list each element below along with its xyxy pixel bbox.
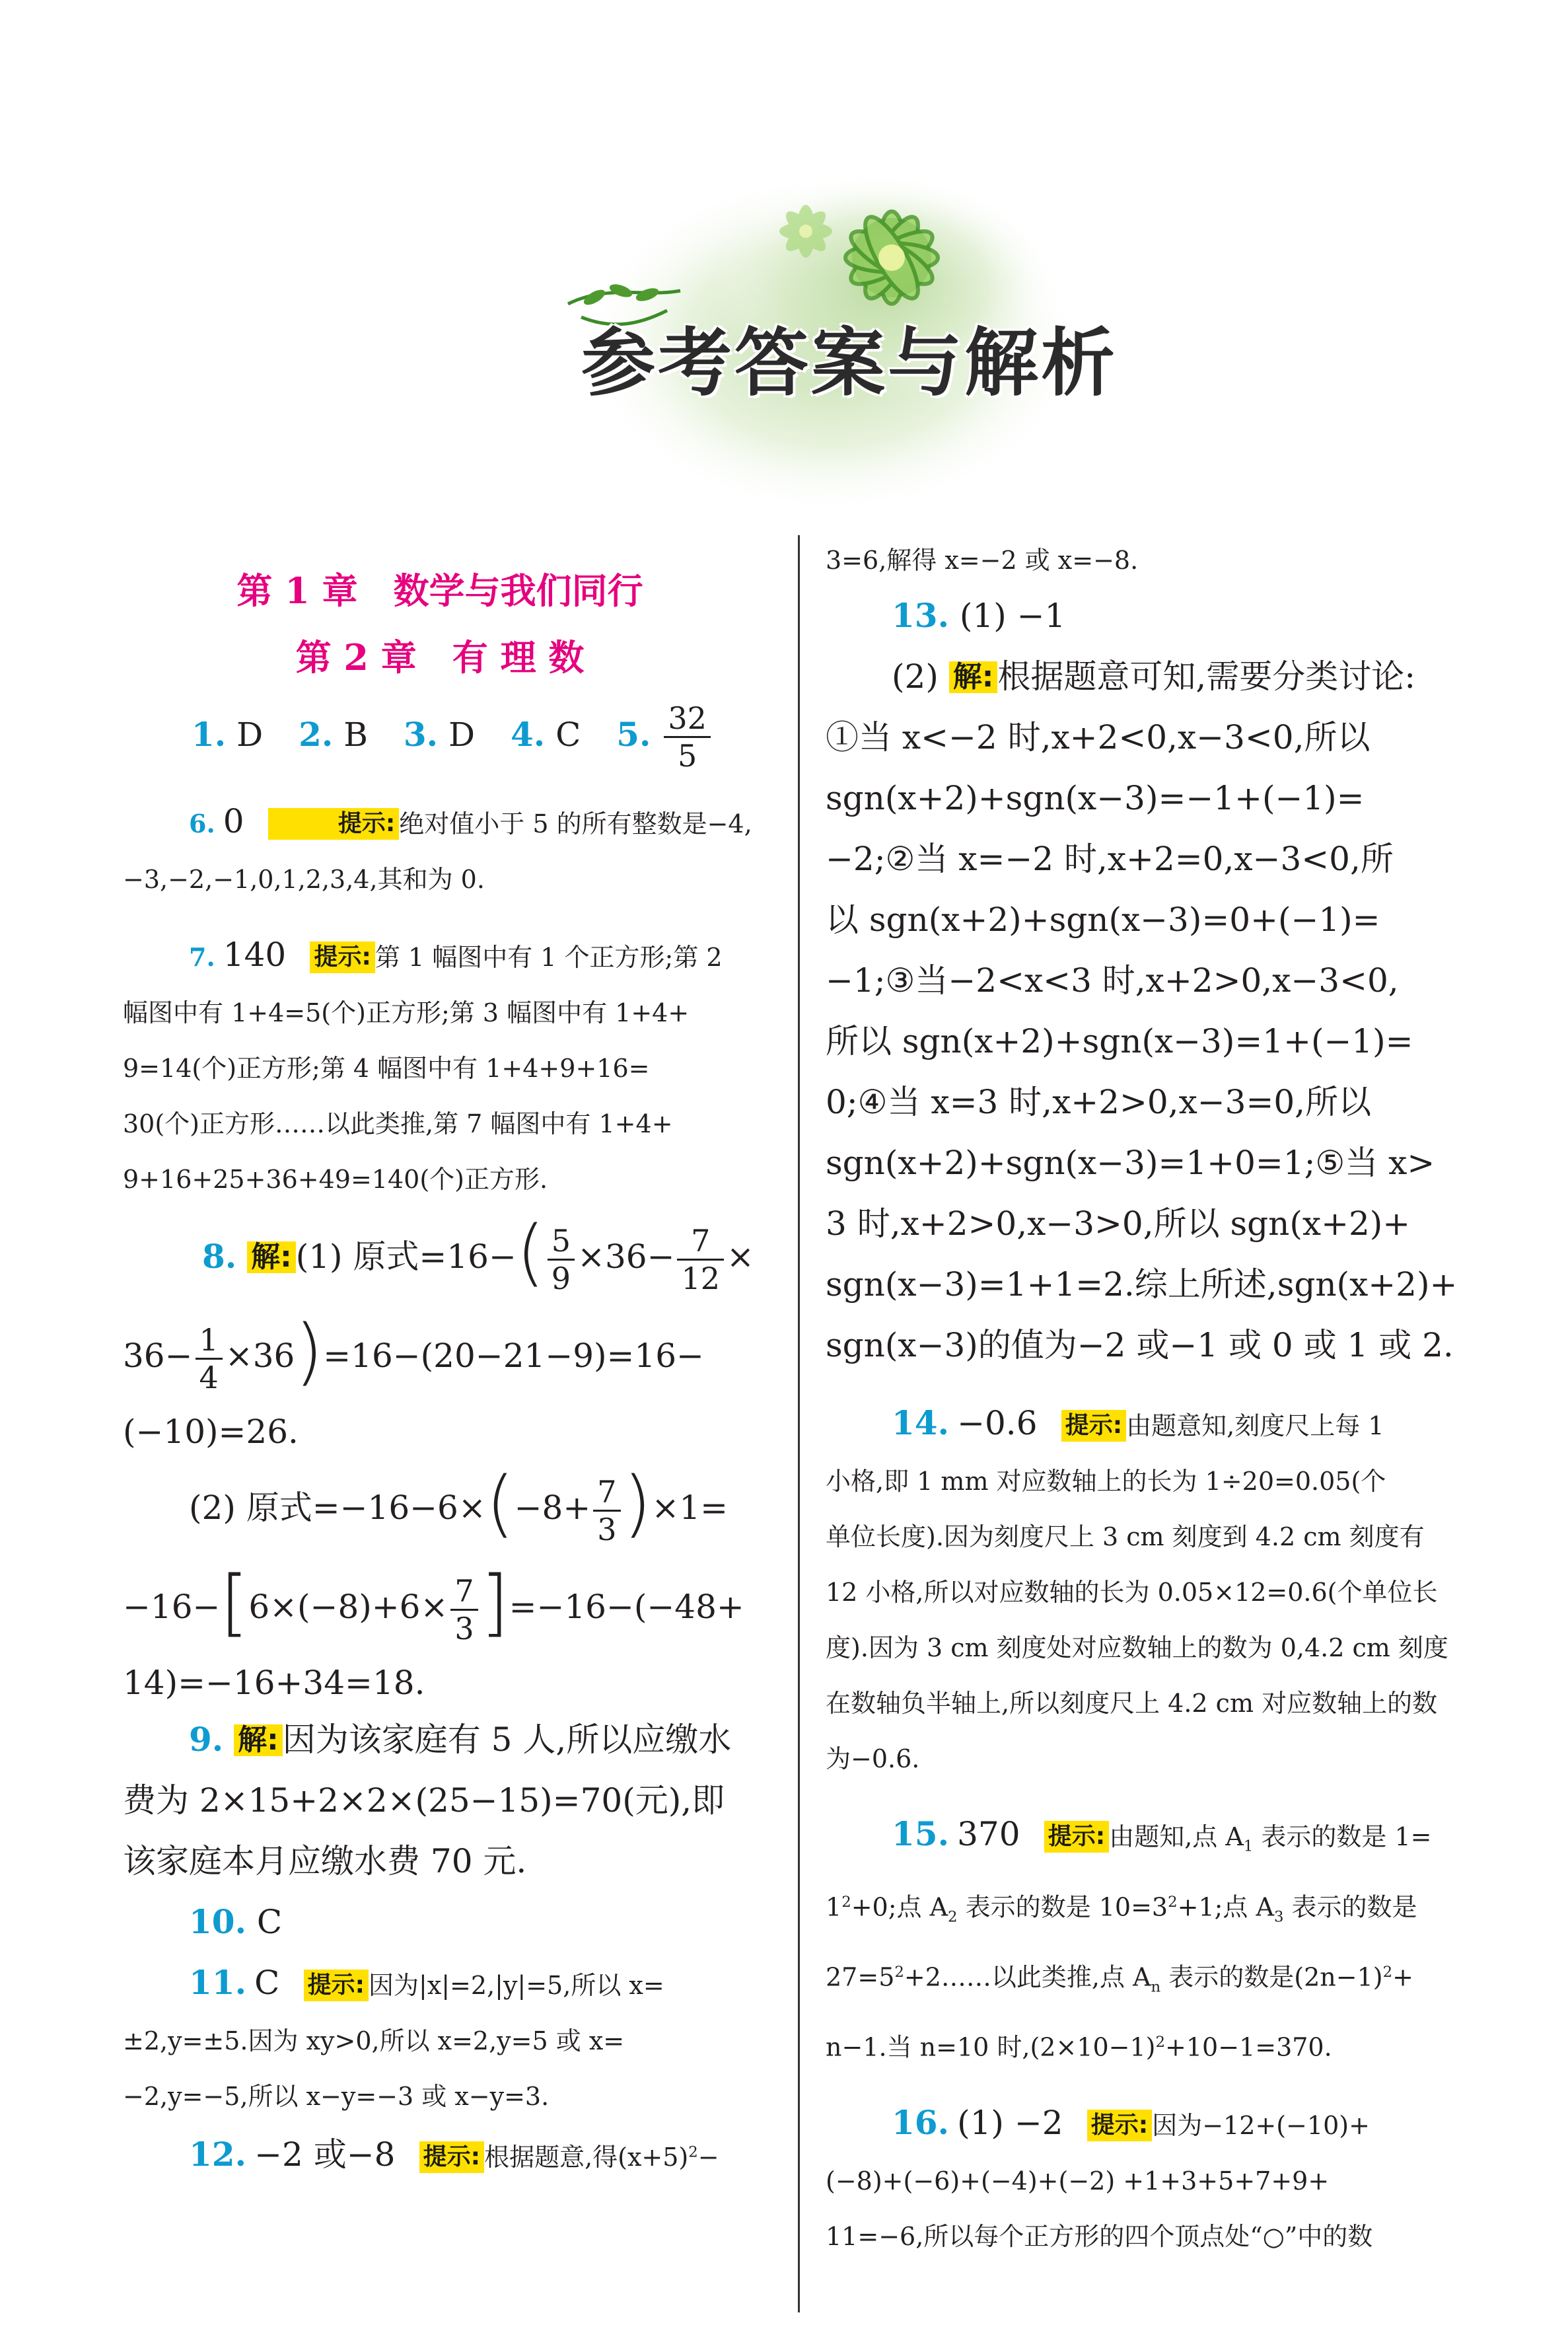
question-number: 12. (189, 2135, 246, 2174)
question-number: 13. (892, 596, 949, 635)
page-title: 参考答案与解析 (581, 320, 1118, 406)
question-number: 8. (202, 1237, 237, 1276)
chapter-2-heading: 第 2 章 有 理 数 (295, 636, 585, 679)
question-13-part-2: (2) 解: 根据题意可知,需要分类讨论: ①当 x<−2 时,x+2<0,x−3<0,所以 sgn(x+2)+sgn(x−3)=−1+(−1)= −2;②当 x=−2 时,x+2=0,x−3<0,所 以 sgn(x+2)+sgn(x−3)=0+(−1)= −1;③当−2<x<3 时,x+2>0,x−3<0, 所以 sgn(x+2)+sgn(x−3)=1+(−1)= 0;④当 x=3 时,x+2>0,x−3=0,所以 sgn(x+2)+sgn(x−3)=1+0=1;⑤当 x> 3 时,x+2>0,x−3>0,所以 sgn(x+2)+ sgn(x−3)=1+1=2.综上所述,sgn(x+2)+ sgn(x−3)的值为−2 或−1 或 0 或 1 或 2. (826, 657, 1458, 1364)
hint-label: 提示: (419, 2141, 484, 2173)
hint-label: 提示: (1044, 1821, 1109, 1853)
answer: 140 (223, 936, 287, 974)
answer: C (254, 1964, 280, 2002)
question-number: 16. (892, 2102, 949, 2142)
answer: −2 或−8 (254, 2135, 396, 2174)
question-number: 10. (189, 1902, 246, 1941)
solve-label: 解: (247, 1241, 296, 1273)
answer: C (256, 1903, 283, 1941)
hint-label: 提示: (268, 808, 399, 840)
question-number: 15. (892, 1814, 949, 1853)
question-number: 14. (892, 1403, 949, 1442)
answer: D (448, 715, 476, 754)
question-number: 3. (403, 714, 439, 754)
question-7: 7. 140 提示: 第 1 幅图中有 1 个正方形;第 2 幅图中有 1+4=5(个)正方形;第 3 幅图中有 1+4+ 9=14(个)正方形;第 4 幅图中有 1+4+9+16= 30(个)正方形……以此类推,第 7 幅图中有 1+4+ 9+16+25+36+49=140(个)正方形. (123, 936, 723, 1194)
question-number: 11. (189, 1963, 246, 2002)
solve-label: 解: (234, 1724, 283, 1756)
answer: 0 (223, 802, 244, 840)
question-8: 8. 解: (1) 原式=16−( $\frac{5}{9}$ ×36− $\frac{7}{12}$ × 36− $\frac{1}{4}$ ×36)=16−(20−21−9)=16− (−10)=26. (2) 原式=−16−6×(−8+ $\frac{7}{3}$ )×1= −16−[6×(−8)+6× $\frac{7}{3}$ ]=−16−(−48+ 14)=−16+34=18. (123, 1210, 754, 1702)
answer: −0.6 (957, 1404, 1038, 1442)
question-9: 9. 解: 因为该家庭有 5 人,所以应缴水 费为 2×15+2×2×(25−15)=70(元),即 该家庭本月应缴水费 70 元. (123, 1720, 732, 1880)
left-column (123, 535, 757, 2185)
chapter-1-heading: 第 1 章 数学与我们同行 (236, 570, 643, 612)
answer: 370 (957, 1815, 1020, 1853)
question-number: 2. (299, 714, 334, 754)
answer: C (555, 715, 581, 754)
question-12: 12. −2 或−8 提示: 根据题意,得$(x+5)^2-$ (189, 2135, 719, 2174)
answer: D (236, 715, 264, 754)
question-11: 11. C 提示: 因为|x|=2,|y|=5,所以 x= ±2,y=±5.因为 xy>0,所以 x=2,y=5 或 x= −2,y=−5,所以 x−y=−3 或 x−y=3. (123, 1963, 664, 2111)
answers-1-5 (123, 700, 757, 774)
solve-label: 解: (949, 661, 998, 693)
answer: (1) −2 (957, 2103, 1063, 2142)
question-number: 9. (189, 1720, 224, 1759)
question-number: 6. (189, 809, 215, 838)
question-12-continued: 3=6,解得 x=−2 或 x=−8. (826, 546, 1139, 575)
hint-label: 提示: (1061, 1410, 1126, 1442)
question-number: 1. (192, 714, 227, 754)
question-15: 15. 370 提示: 由题知,点 $A_1$ 表示的数是 1= $1^2+0$;点 $A_2$ 表示的数是 $10=3^2+1$;点 $A_3$ 表示的数是 $27=5^2+2\dots\dots$以此类推,点 $A_n$ 表示的数是$(2n-1)^2+$ n−1.当 n=10 时$,(2\times 10-1)^2+10-1=370$. (826, 1814, 1432, 2062)
hint-label: 提示: (304, 1970, 369, 2001)
right-column (826, 535, 1461, 2264)
question-14: 14. −0.6 提示: 由题意知,刻度尺上每 1 小格,即 1 mm 对应数轴上的长为 1÷20=0.05(个 单位长度).因为刻度尺上 3 cm 刻度到 4.2 cm 刻度有 12 小格,所以对应数轴的长为 0.05×12=0.6(个单位长 度).因为 3 cm 刻度处对应数轴上的数为 0,4.2 cm 刻度 在数轴负半轴上,所以刻度尺上 4.2 cm 对应数轴上的数 为−0.6. (826, 1403, 1448, 1773)
hint-label: 提示: (310, 941, 374, 973)
hint-label: 提示: (1087, 2110, 1152, 2141)
question-number: 5. (616, 714, 651, 754)
question-13: 13. (1) −1 (892, 596, 1066, 635)
question-number: 4. (510, 714, 546, 754)
question-6: 6. 0 提示: 绝对值小于 5 的所有整数是−4, −3,−2,−1,0,1,2,3,4,其和为 0. (123, 802, 752, 894)
question-number: 7. (189, 942, 215, 972)
fraction: $\frac{32}{5}$ (664, 700, 711, 774)
answer: B (343, 715, 368, 754)
question-10 (123, 1892, 757, 1952)
column-divider (798, 535, 800, 2312)
question-16: 16. (1) −2 提示: 因为−12+(−10)+ (−8)+(−6)+(−4)+(−2) +1+3+5+7+9+ 11=−6,所以每个正方形的四个顶点处“○”中的数 (826, 2102, 1373, 2251)
